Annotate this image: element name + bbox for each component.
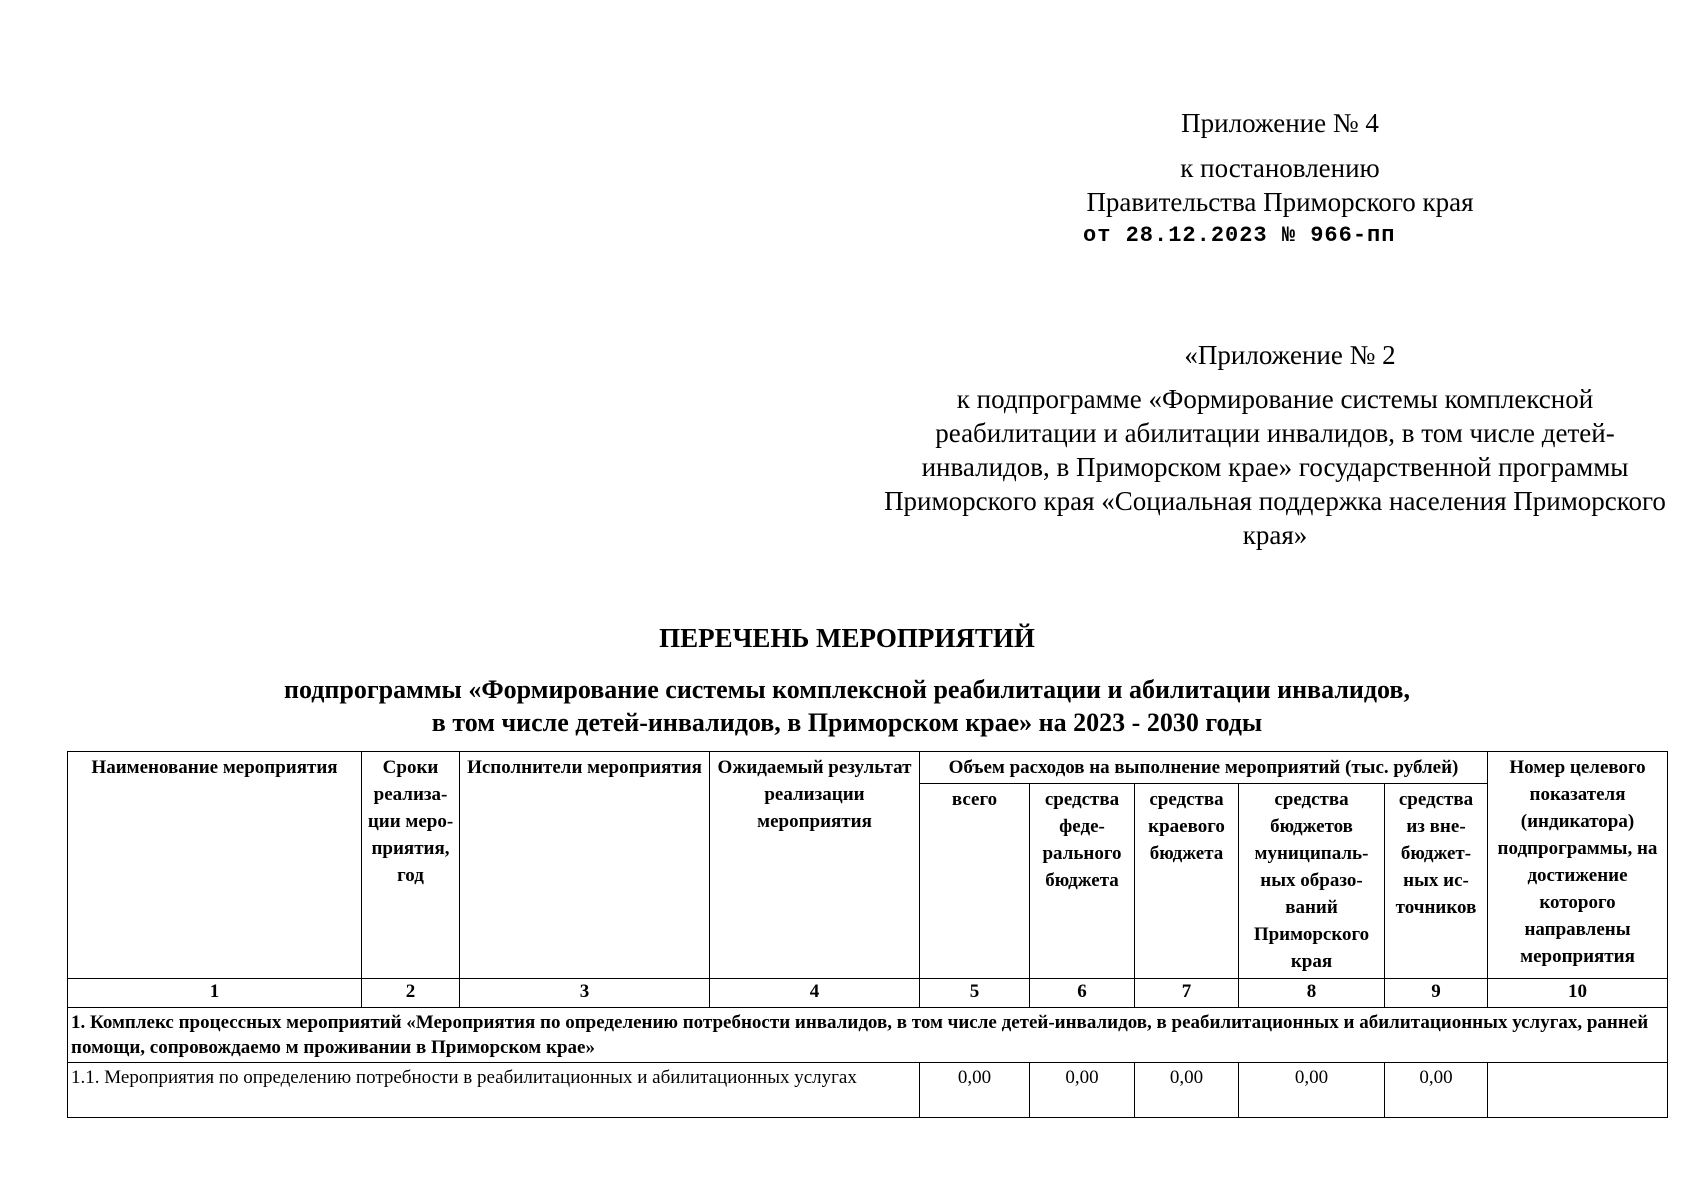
column-number: 2	[362, 979, 460, 1008]
header-total: всего	[920, 784, 1030, 979]
item-1-1-indicator	[1488, 1063, 1668, 1118]
column-number: 3	[460, 979, 710, 1008]
header-result: Ожидаемый результат реализации мероприятия	[710, 752, 920, 979]
header-extra: средства из вне-бюджет-ных ис-точников	[1385, 784, 1488, 979]
document-subtitle-line2: в том числе детей-инвалидов, в Приморском крае» на 2023 - 2030 годы	[431, 708, 1263, 737]
column-number: 1	[68, 979, 362, 1008]
appendix4-title: Приложение № 4	[1181, 108, 1379, 138]
header-costs: Объем расходов на выполнение мероприятий (тыс. рублей)	[920, 752, 1488, 784]
document-subtitle-line1: подпрограммы «Формирование системы комплексной реабилитации и абилитации инвалидов,	[284, 675, 1410, 704]
header-executors: Исполнители мероприятия	[460, 752, 710, 979]
header-regional: средства краевого бюджета	[1135, 784, 1239, 979]
measures-table	[67, 751, 1668, 1118]
appendix4-line1: к постановлению	[1180, 153, 1380, 183]
item-1-1-name: 1.1. Мероприятия по определению потребности в реабилитационных и абилитационных услугах	[68, 1063, 920, 1118]
section-1-title: 1. Комплекс процессных мероприятий «Мероприятия по определению потребности инвалидов, в том числе детей-инвалидов, в реабилитационных и абилитационных услугах, ранней помощи, сопровождаемо м проживании в Приморском крае»	[68, 1008, 1668, 1063]
header-federal: средства феде-рального бюджета	[1030, 784, 1135, 979]
header-row-1	[68, 752, 1668, 784]
column-number: 9	[1385, 979, 1488, 1008]
section-row	[68, 1008, 1668, 1063]
item-1-1-regional: 0,00	[1135, 1063, 1239, 1118]
column-number: 8	[1239, 979, 1385, 1008]
appendix2-title: «Приложение № 2	[1184, 340, 1396, 370]
item-1-1-municipal: 0,00	[1239, 1063, 1385, 1118]
document-subtitle	[200, 673, 1494, 739]
header-period: Сроки реализа-ции меро-приятия, год	[362, 752, 460, 979]
column-number: 5	[920, 979, 1030, 1008]
header-municipal: средства бюджетов муниципаль-ных образо-ваний Приморского края	[1239, 784, 1385, 979]
column-number: 4	[710, 979, 920, 1008]
column-number: 6	[1030, 979, 1135, 1008]
item-1-1-total: 0,00	[920, 1063, 1030, 1118]
header-indicator: Номер целевого показателя (индикатора) подпрограммы, на достижение которого направлены мероприятия	[1488, 752, 1668, 979]
item-1-1-extra: 0,00	[1385, 1063, 1488, 1118]
column-number: 7	[1135, 979, 1239, 1008]
column-numbers-row	[68, 979, 1668, 1008]
appendix4-date-line: от 28.12.2023 № 966-пп	[1083, 223, 1396, 248]
header-name: Наименование мероприятия	[68, 752, 362, 979]
document-title: ПЕРЕЧЕНЬ МЕРОПРИЯТИЙ	[659, 623, 1035, 653]
table-row	[68, 1063, 1668, 1118]
item-1-1-federal: 0,00	[1030, 1063, 1135, 1118]
appendix2-text: к подпрограмме «Формирование системы комплексной реабилитации и абилитации инвалидов, в том числе детей-инвалидов, в Приморском крае» государственной программы Приморского края «Социальная поддержка населения Приморского края»	[884, 384, 1666, 550]
column-number: 10	[1488, 979, 1668, 1008]
appendix4-line2: Правительства Приморского края	[1086, 187, 1474, 217]
